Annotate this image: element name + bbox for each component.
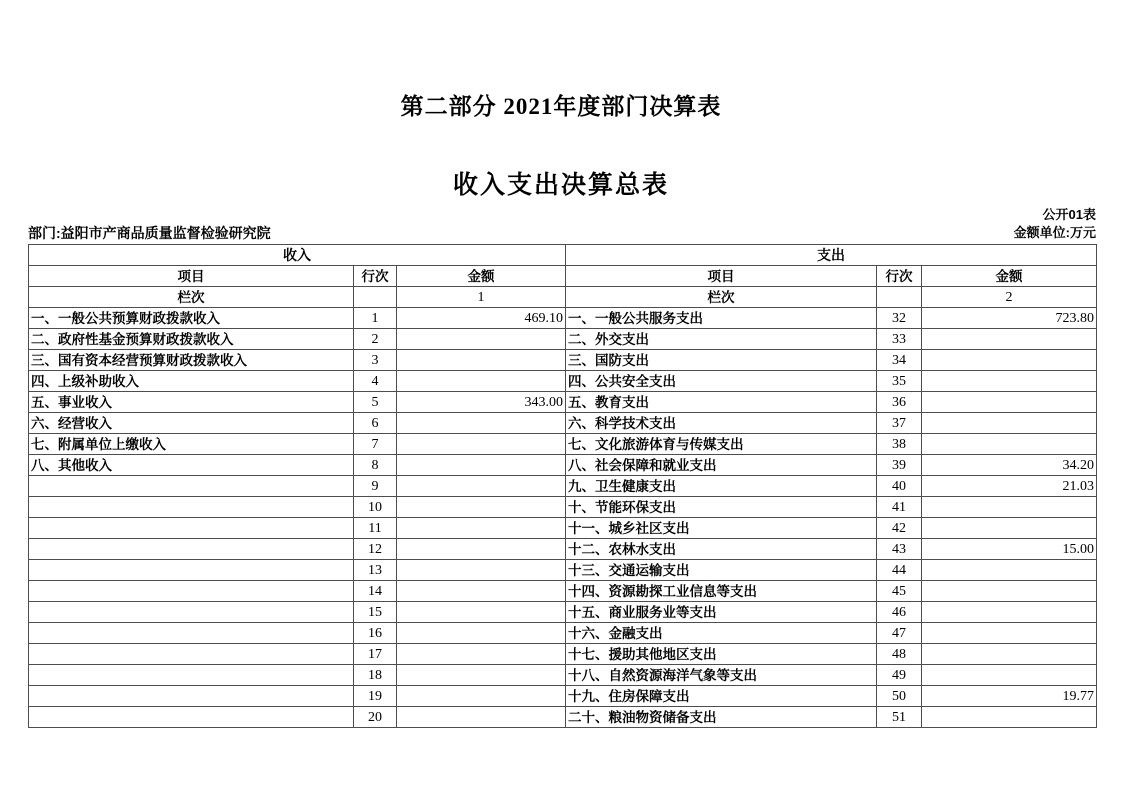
income-item-cell: 四、上级补助收入	[29, 371, 354, 392]
income-item-cell	[29, 539, 354, 560]
expense-amount-cell	[922, 665, 1097, 686]
income-item-cell	[29, 560, 354, 581]
expense-rowno-header: 行次	[877, 266, 922, 287]
table-row	[29, 476, 1097, 497]
income-amount-cell	[397, 497, 566, 518]
table-row	[29, 560, 1097, 581]
expense-rowno-cell: 45	[877, 581, 922, 602]
income-rowno-cell: 18	[354, 665, 397, 686]
expense-lancie-rowno	[877, 287, 922, 308]
expense-item-cell: 十七、援助其他地区支出	[566, 644, 877, 665]
income-amount-cell	[397, 476, 566, 497]
expense-rowno-cell: 51	[877, 707, 922, 728]
expense-amount-cell: 723.80	[922, 308, 1097, 329]
table-code: 公开01表	[1042, 207, 1096, 222]
income-amount-cell	[397, 602, 566, 623]
income-expense-table	[28, 244, 1097, 728]
expense-amount-cell	[922, 350, 1097, 371]
income-amount-cell: 469.10	[397, 308, 566, 329]
expense-rowno-cell: 47	[877, 623, 922, 644]
income-rowno-cell: 14	[354, 581, 397, 602]
expense-amount-cell	[922, 581, 1097, 602]
expense-amount-cell	[922, 560, 1097, 581]
income-item-cell: 一、一般公共预算财政拨款收入	[29, 308, 354, 329]
table-row	[29, 539, 1097, 560]
expense-item-cell: 十一、城乡社区支出	[566, 518, 877, 539]
expense-rowno-cell: 37	[877, 413, 922, 434]
income-rowno-cell: 11	[354, 518, 397, 539]
income-item-cell	[29, 518, 354, 539]
income-amount-header: 金额	[397, 266, 566, 287]
expense-rowno-cell: 39	[877, 455, 922, 476]
income-amount-cell	[397, 665, 566, 686]
income-item-cell: 八、其他收入	[29, 455, 354, 476]
income-rowno-cell: 9	[354, 476, 397, 497]
expense-item-cell: 九、卫生健康支出	[566, 476, 877, 497]
income-rowno-cell: 8	[354, 455, 397, 476]
income-item-cell: 二、政府性基金预算财政拨款收入	[29, 329, 354, 350]
table-row	[29, 665, 1097, 686]
expense-lancie-label: 栏次	[566, 287, 877, 308]
expense-amount-cell	[922, 518, 1097, 539]
expense-rowno-cell: 33	[877, 329, 922, 350]
income-item-cell	[29, 623, 354, 644]
income-item-cell: 三、国有资本经营预算财政拨款收入	[29, 350, 354, 371]
income-rowno-cell: 20	[354, 707, 397, 728]
income-item-header: 项目	[29, 266, 354, 287]
income-rowno-cell: 7	[354, 434, 397, 455]
expense-item-cell: 三、国防支出	[566, 350, 877, 371]
expense-item-header: 项目	[566, 266, 877, 287]
income-rowno-cell: 5	[354, 392, 397, 413]
table-row	[29, 497, 1097, 518]
income-item-cell	[29, 581, 354, 602]
expense-section-header: 支出	[566, 245, 1097, 266]
department-label: 部门:益阳市产商品质量监督检验研究院	[28, 225, 271, 241]
expense-amount-cell	[922, 392, 1097, 413]
income-rowno-cell: 12	[354, 539, 397, 560]
income-rowno-cell: 6	[354, 413, 397, 434]
expense-rowno-cell: 36	[877, 392, 922, 413]
income-rowno-cell: 4	[354, 371, 397, 392]
income-item-cell	[29, 707, 354, 728]
income-amount-cell	[397, 581, 566, 602]
expense-item-cell: 十五、商业服务业等支出	[566, 602, 877, 623]
income-amount-cell	[397, 560, 566, 581]
expense-item-cell: 一、一般公共服务支出	[566, 308, 877, 329]
income-lancie-label: 栏次	[29, 287, 354, 308]
expense-item-cell: 二十、粮油物资储备支出	[566, 707, 877, 728]
income-amount-cell	[397, 350, 566, 371]
income-amount-cell	[397, 518, 566, 539]
expense-rowno-cell: 48	[877, 644, 922, 665]
expense-item-cell: 十三、交通运输支出	[566, 560, 877, 581]
expense-amount-cell	[922, 413, 1097, 434]
table-row	[29, 329, 1097, 350]
expense-rowno-cell: 32	[877, 308, 922, 329]
income-item-cell	[29, 665, 354, 686]
income-rowno-cell: 2	[354, 329, 397, 350]
income-item-cell: 六、经营收入	[29, 413, 354, 434]
expense-amount-cell: 34.20	[922, 455, 1097, 476]
expense-item-cell: 四、公共安全支出	[566, 371, 877, 392]
income-amount-cell	[397, 371, 566, 392]
table-row	[29, 392, 1097, 413]
expense-amount-cell	[922, 707, 1097, 728]
expense-rowno-cell: 42	[877, 518, 922, 539]
table-row	[29, 707, 1097, 728]
document-title: 第二部分 2021年度部门决算表	[400, 94, 722, 119]
income-item-cell	[29, 476, 354, 497]
expense-item-cell: 十、节能环保支出	[566, 497, 877, 518]
income-amount-cell	[397, 686, 566, 707]
income-item-cell	[29, 602, 354, 623]
expense-rowno-cell: 43	[877, 539, 922, 560]
expense-rowno-cell: 34	[877, 350, 922, 371]
expense-amount-cell	[922, 623, 1097, 644]
income-item-cell	[29, 497, 354, 518]
income-amount-cell	[397, 623, 566, 644]
expense-item-cell: 七、文化旅游体育与传媒支出	[566, 434, 877, 455]
table-row	[29, 644, 1097, 665]
income-rowno-cell: 3	[354, 350, 397, 371]
amount-unit-label: 金额单位:万元	[1013, 225, 1096, 240]
table-row	[29, 308, 1097, 329]
income-amount-cell	[397, 455, 566, 476]
table-row	[29, 686, 1097, 707]
expense-item-cell: 十六、金融支出	[566, 623, 877, 644]
expense-amount-header: 金额	[922, 266, 1097, 287]
income-amount-cell	[397, 413, 566, 434]
table-row	[29, 434, 1097, 455]
income-item-cell: 五、事业收入	[29, 392, 354, 413]
expense-item-cell: 二、外交支出	[566, 329, 877, 350]
table-row	[29, 455, 1097, 476]
income-section-header: 收入	[29, 245, 566, 266]
expense-item-cell: 十四、资源勘探工业信息等支出	[566, 581, 877, 602]
table-row	[29, 413, 1097, 434]
income-item-cell: 七、附属单位上缴收入	[29, 434, 354, 455]
table-row	[29, 518, 1097, 539]
income-amount-cell	[397, 329, 566, 350]
income-amount-cell	[397, 707, 566, 728]
expense-rowno-cell: 46	[877, 602, 922, 623]
column-header-row	[29, 266, 1097, 287]
expense-amount-cell	[922, 602, 1097, 623]
income-rowno-cell: 19	[354, 686, 397, 707]
expense-item-cell: 十八、自然资源海洋气象等支出	[566, 665, 877, 686]
expense-amount-cell	[922, 371, 1097, 392]
table-row	[29, 581, 1097, 602]
expense-rowno-cell: 38	[877, 434, 922, 455]
income-rowno-cell: 13	[354, 560, 397, 581]
income-rowno-cell: 1	[354, 308, 397, 329]
income-rowno-cell: 10	[354, 497, 397, 518]
expense-item-cell: 十九、住房保障支出	[566, 686, 877, 707]
table-title: 收入支出决算总表	[452, 171, 669, 199]
expense-amount-cell: 21.03	[922, 476, 1097, 497]
expense-rowno-cell: 44	[877, 560, 922, 581]
expense-rowno-cell: 40	[877, 476, 922, 497]
income-item-cell	[29, 686, 354, 707]
expense-amount-cell	[922, 644, 1097, 665]
column-index-row	[29, 287, 1097, 308]
expense-amount-cell	[922, 434, 1097, 455]
income-column-index: 1	[397, 287, 566, 308]
expense-amount-cell: 19.77	[922, 686, 1097, 707]
expense-item-cell: 十二、农林水支出	[566, 539, 877, 560]
table-row	[29, 371, 1097, 392]
expense-item-cell: 六、科学技术支出	[566, 413, 877, 434]
expense-column-index: 2	[922, 287, 1097, 308]
table-body	[29, 308, 1097, 728]
table-row	[29, 623, 1097, 644]
section-header-row	[29, 245, 1097, 266]
income-amount-cell	[397, 434, 566, 455]
income-amount-cell	[397, 644, 566, 665]
expense-amount-cell: 15.00	[922, 539, 1097, 560]
income-amount-cell: 343.00	[397, 392, 566, 413]
expense-amount-cell	[922, 497, 1097, 518]
table-row	[29, 350, 1097, 371]
expense-rowno-cell: 41	[877, 497, 922, 518]
income-rowno-header: 行次	[354, 266, 397, 287]
meta-line	[28, 224, 1096, 242]
expense-rowno-cell: 35	[877, 371, 922, 392]
expense-rowno-cell: 49	[877, 665, 922, 686]
table-row	[29, 602, 1097, 623]
expense-amount-cell	[922, 329, 1097, 350]
expense-item-cell: 八、社会保障和就业支出	[566, 455, 877, 476]
income-rowno-cell: 15	[354, 602, 397, 623]
expense-rowno-cell: 50	[877, 686, 922, 707]
table-meta	[28, 207, 1096, 242]
income-item-cell	[29, 644, 354, 665]
income-lancie-rowno	[354, 287, 397, 308]
income-rowno-cell: 17	[354, 644, 397, 665]
income-rowno-cell: 16	[354, 623, 397, 644]
income-amount-cell	[397, 539, 566, 560]
expense-item-cell: 五、教育支出	[566, 392, 877, 413]
